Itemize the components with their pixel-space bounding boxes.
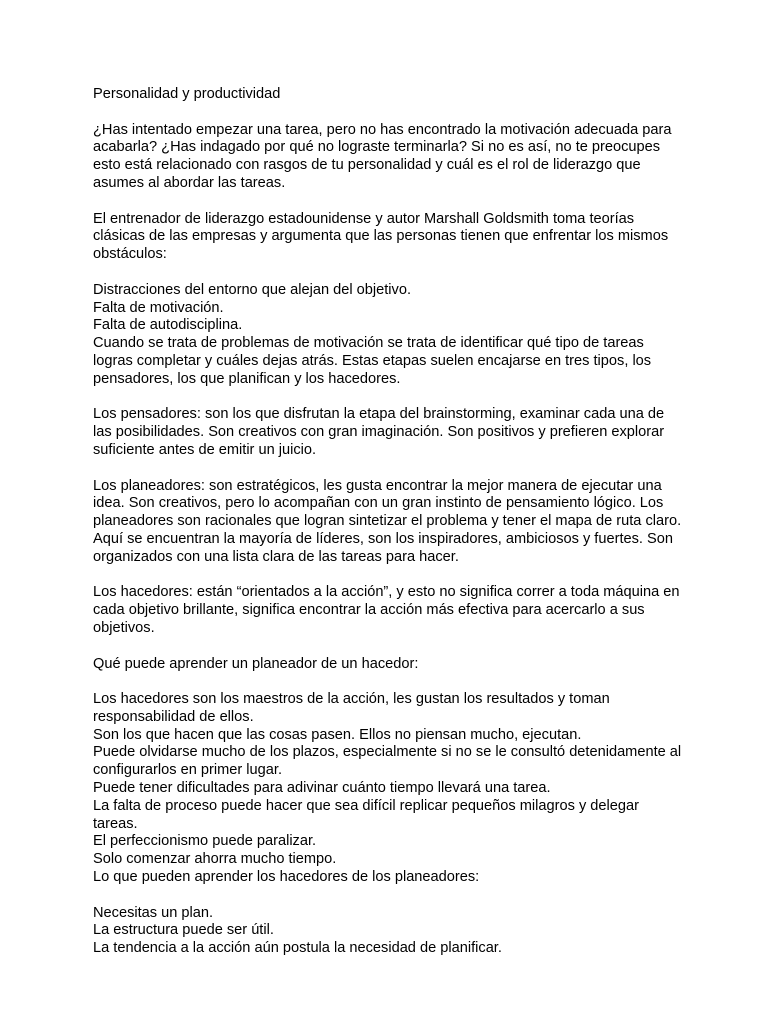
- paragraph: Falta de autodisciplina.: [93, 317, 243, 334]
- paragraph: Son los que hacen que las cosas pasen. Ellos no piensan mucho, ejecutan.: [93, 726, 582, 743]
- paragraph-spacer: [93, 460, 683, 478]
- paragraph: Falta de motivación.: [93, 299, 224, 316]
- paragraph-spacer: [93, 638, 683, 656]
- paragraph: Puede olvidarse mucho de los plazos, especialmente si no se le consultó detenidamente al configurarlos en primer lugar.: [93, 744, 682, 779]
- paragraph: Qué puede aprender un planeador de un hacedor:: [93, 655, 419, 672]
- paragraph: Lo que pueden aprender los hacedores de los planeadores:: [93, 869, 480, 886]
- paragraph: Distracciones del entorno que alejan del objetivo.: [93, 281, 412, 298]
- document-body: [93, 86, 683, 958]
- paragraph-spacer: [93, 264, 683, 282]
- paragraph-spacer: [93, 193, 683, 211]
- paragraph: Puede tener dificultades para adivinar cuánto tiempo llevará una tarea.: [93, 780, 551, 797]
- paragraph: El perfeccionismo puede paralizar.: [93, 833, 317, 850]
- document-title: Personalidad y productividad: [93, 86, 281, 102]
- paragraph: Los hacedores son los maestros de la acción, les gustan los resultados y toman responsabilidad de ellos.: [93, 691, 610, 725]
- paragraph: Los hacedores: están “orientados a la acción”, y esto no significa correr a toda máquina en cada objetivo brillante, significa encontrar la acción más efectiva para acercarlo a sus objetivos.: [93, 584, 680, 636]
- paragraph-spacer: [93, 887, 683, 905]
- paragraph: El entrenador de liderazgo estadounidense y autor Marshall Goldsmith toma teorías clásicas de las empresas y argumenta que las personas tienen que enfrentar los mismos obstáculos:: [93, 210, 669, 263]
- paragraph: Cuando se trata de problemas de motivación se trata de identificar qué tipo de tareas logras completar y cuáles dejas atrás. Estas etapas suelen encajarse en tres tipos, los pensadores, los que planifican y los hacedores.: [93, 335, 652, 387]
- paragraph: La estructura puede ser útil.: [93, 922, 274, 939]
- paragraph: ¿Has intentado empezar una tarea, pero no has encontrado la motivación adecuada para acabarla? ¿Has indagado por qué no lograste terminarla? Si no es así, no te preocupes esto está relacionado con rasgos de tu personalidad y cuál es el rol de liderazgo que asumes al abordar las tareas.: [93, 121, 672, 191]
- paragraph: Necesitas un plan.: [93, 904, 214, 921]
- paragraph-spacer: [93, 104, 683, 122]
- paragraph: Solo comenzar ahorra mucho tiempo.: [93, 851, 337, 868]
- paragraph: Los planeadores: son estratégicos, les gusta encontrar la mejor manera de ejecutar una idea. Son creativos, pero lo acompañan con un gran instinto de pensamiento lógico. Los planeadores son racionales que logran sintetizar el problema y tener el mapa de ruta claro. Aquí se encuentran la mayoría de líderes, son los inspiradores, ambiciosos y fuertes. Son organizados con una lista clara de las tareas para hacer.: [93, 477, 682, 565]
- paragraph: La falta de proceso puede hacer que sea difícil replicar pequeños milagros y delegar tareas.: [93, 797, 639, 832]
- paragraph-spacer: [93, 389, 683, 407]
- paragraph: La tendencia a la acción aún postula la necesidad de planificar.: [93, 940, 502, 957]
- paragraph-spacer: [93, 673, 683, 691]
- paragraph-spacer: [93, 567, 683, 585]
- paragraph: Los pensadores: son los que disfrutan la etapa del brainstorming, examinar cada una de las posibilidades. Son creativos con gran imaginación. Son positivos y prefieren explorar suficiente antes de emitir un juicio.: [93, 406, 665, 458]
